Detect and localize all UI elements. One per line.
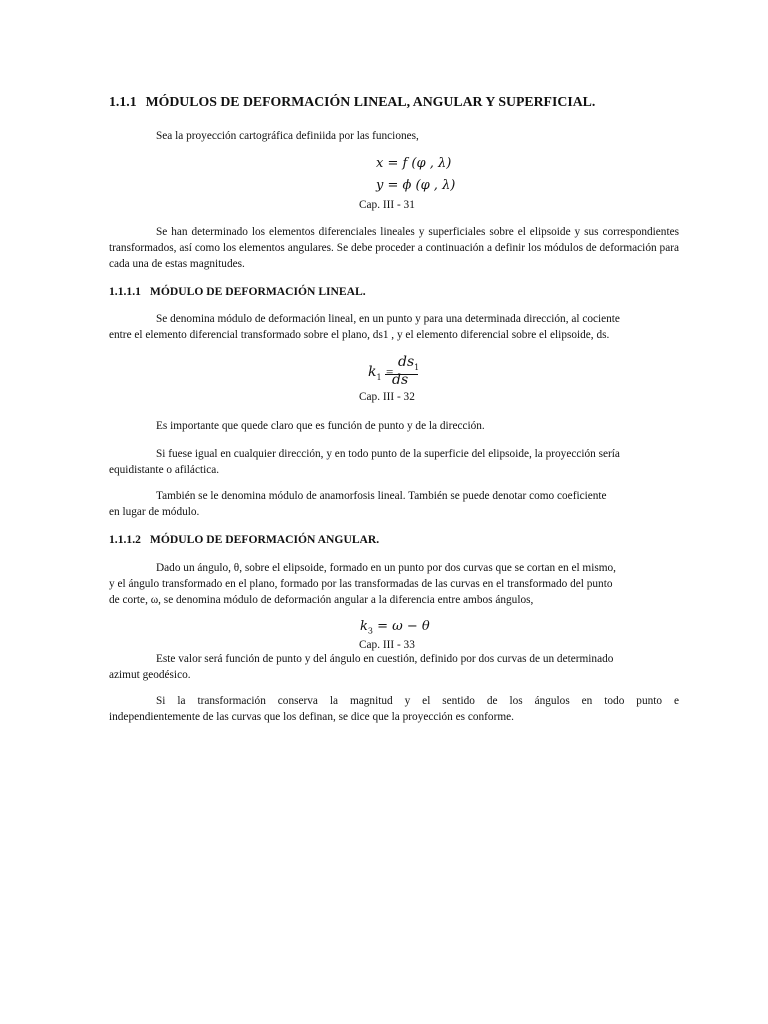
formula-k1-denominator: ds	[392, 372, 409, 388]
section-number-linear: 1.1.1.1	[109, 285, 141, 298]
formula-k1-symbol: $k_1$	[368, 364, 382, 382]
section-heading-angular	[109, 532, 379, 548]
main-heading	[109, 94, 595, 110]
angular-definition-line1: Dado un ángulo, θ, sobre el elipsoide, formado en un punto por dos curvas que se cortan en el mismo,	[156, 562, 617, 574]
conformal-line2: independientemente de las curvas que los definan, se dice que la proyección es conforme.	[109, 711, 514, 723]
equation-caption-31: Cap. III - 31	[359, 199, 415, 211]
equation-caption-32: Cap. III - 32	[359, 391, 415, 403]
main-heading-number: 1.1.1	[109, 94, 137, 109]
section-heading-linear	[109, 284, 366, 300]
angular-note-line1: Este valor será función de punto y del ángulo en cuestión, definido por dos curvas de un determinado	[156, 653, 614, 665]
conformal-line1: Si la transformación conserva la magnitud y el sentido de los ángulos en todo punto e	[156, 695, 679, 707]
formula-k3: $k_3 = \omega - \theta$	[360, 619, 430, 636]
equation-x: x = f (φ , λ)	[376, 156, 452, 171]
section-title-angular: MÓDULO DE DEFORMACIÓN ANGULAR.	[149, 533, 380, 546]
linear-definition-line1: Se denomina módulo de deformación lineal, en un punto y para una determinada dirección, al cociente	[156, 313, 620, 325]
linear-note: Es importante que quede claro que es función de punto y de la dirección.	[156, 420, 485, 432]
paragraph-elements-text: Se han determinado los elementos diferenciales lineales y superficiales sobre el elipsoide y sus correspondientes transformados, así como los elementos angulares. Se debe proceder a continuación a definir los módulos de deformación para cada una de estas magnitudes.	[109, 226, 679, 270]
equation-caption-33: Cap. III - 33	[359, 639, 415, 651]
anamorphosis-line1: También se le denomina módulo de anamorfosis lineal. También se puede denotar como coeficiente	[156, 490, 607, 502]
intro-text: Sea la proyección cartográfica definiida por las funciones,	[156, 130, 419, 142]
angular-note-line2: azimut geodésico.	[109, 669, 191, 681]
section-title-linear: MÓDULO DE DEFORMACIÓN LINEAL.	[149, 285, 366, 298]
anamorphosis-line2: en lugar de módulo.	[109, 506, 200, 518]
formula-k1	[368, 354, 428, 390]
equation-y: y = ϕ (φ , λ)	[376, 178, 456, 193]
document-page	[109, 0, 679, 1024]
angular-definition-line2: y el ángulo transformado en el plano, formado por las transformadas de las curvas en el transformado del punto	[109, 578, 613, 590]
main-heading-title: MÓDULOS DE DEFORMACIÓN LINEAL, ANGULAR Y SUPERFICIAL.	[145, 94, 596, 109]
paragraph-elements	[109, 224, 679, 272]
angular-definition-line3: de corte, ω, se denomina módulo de deformación angular a la diferencia entre ambos ángulos,	[109, 594, 534, 606]
section-number-angular: 1.1.1.2	[109, 533, 141, 546]
linear-definition-line2: entre el elemento diferencial transformado sobre el plano, ds1 , y el elemento diferencial sobre el elipsoide, ds.	[109, 329, 610, 341]
formula-k1-equals: =	[386, 364, 394, 379]
equidistant-line1: Si fuese igual en cualquier dirección, y en todo punto de la superficie del elipsoide, la proyección sería	[156, 448, 620, 460]
formula-k1-numerator: $ds_1$	[398, 354, 420, 372]
equidistant-line2: equidistante o afiláctica.	[109, 464, 220, 476]
